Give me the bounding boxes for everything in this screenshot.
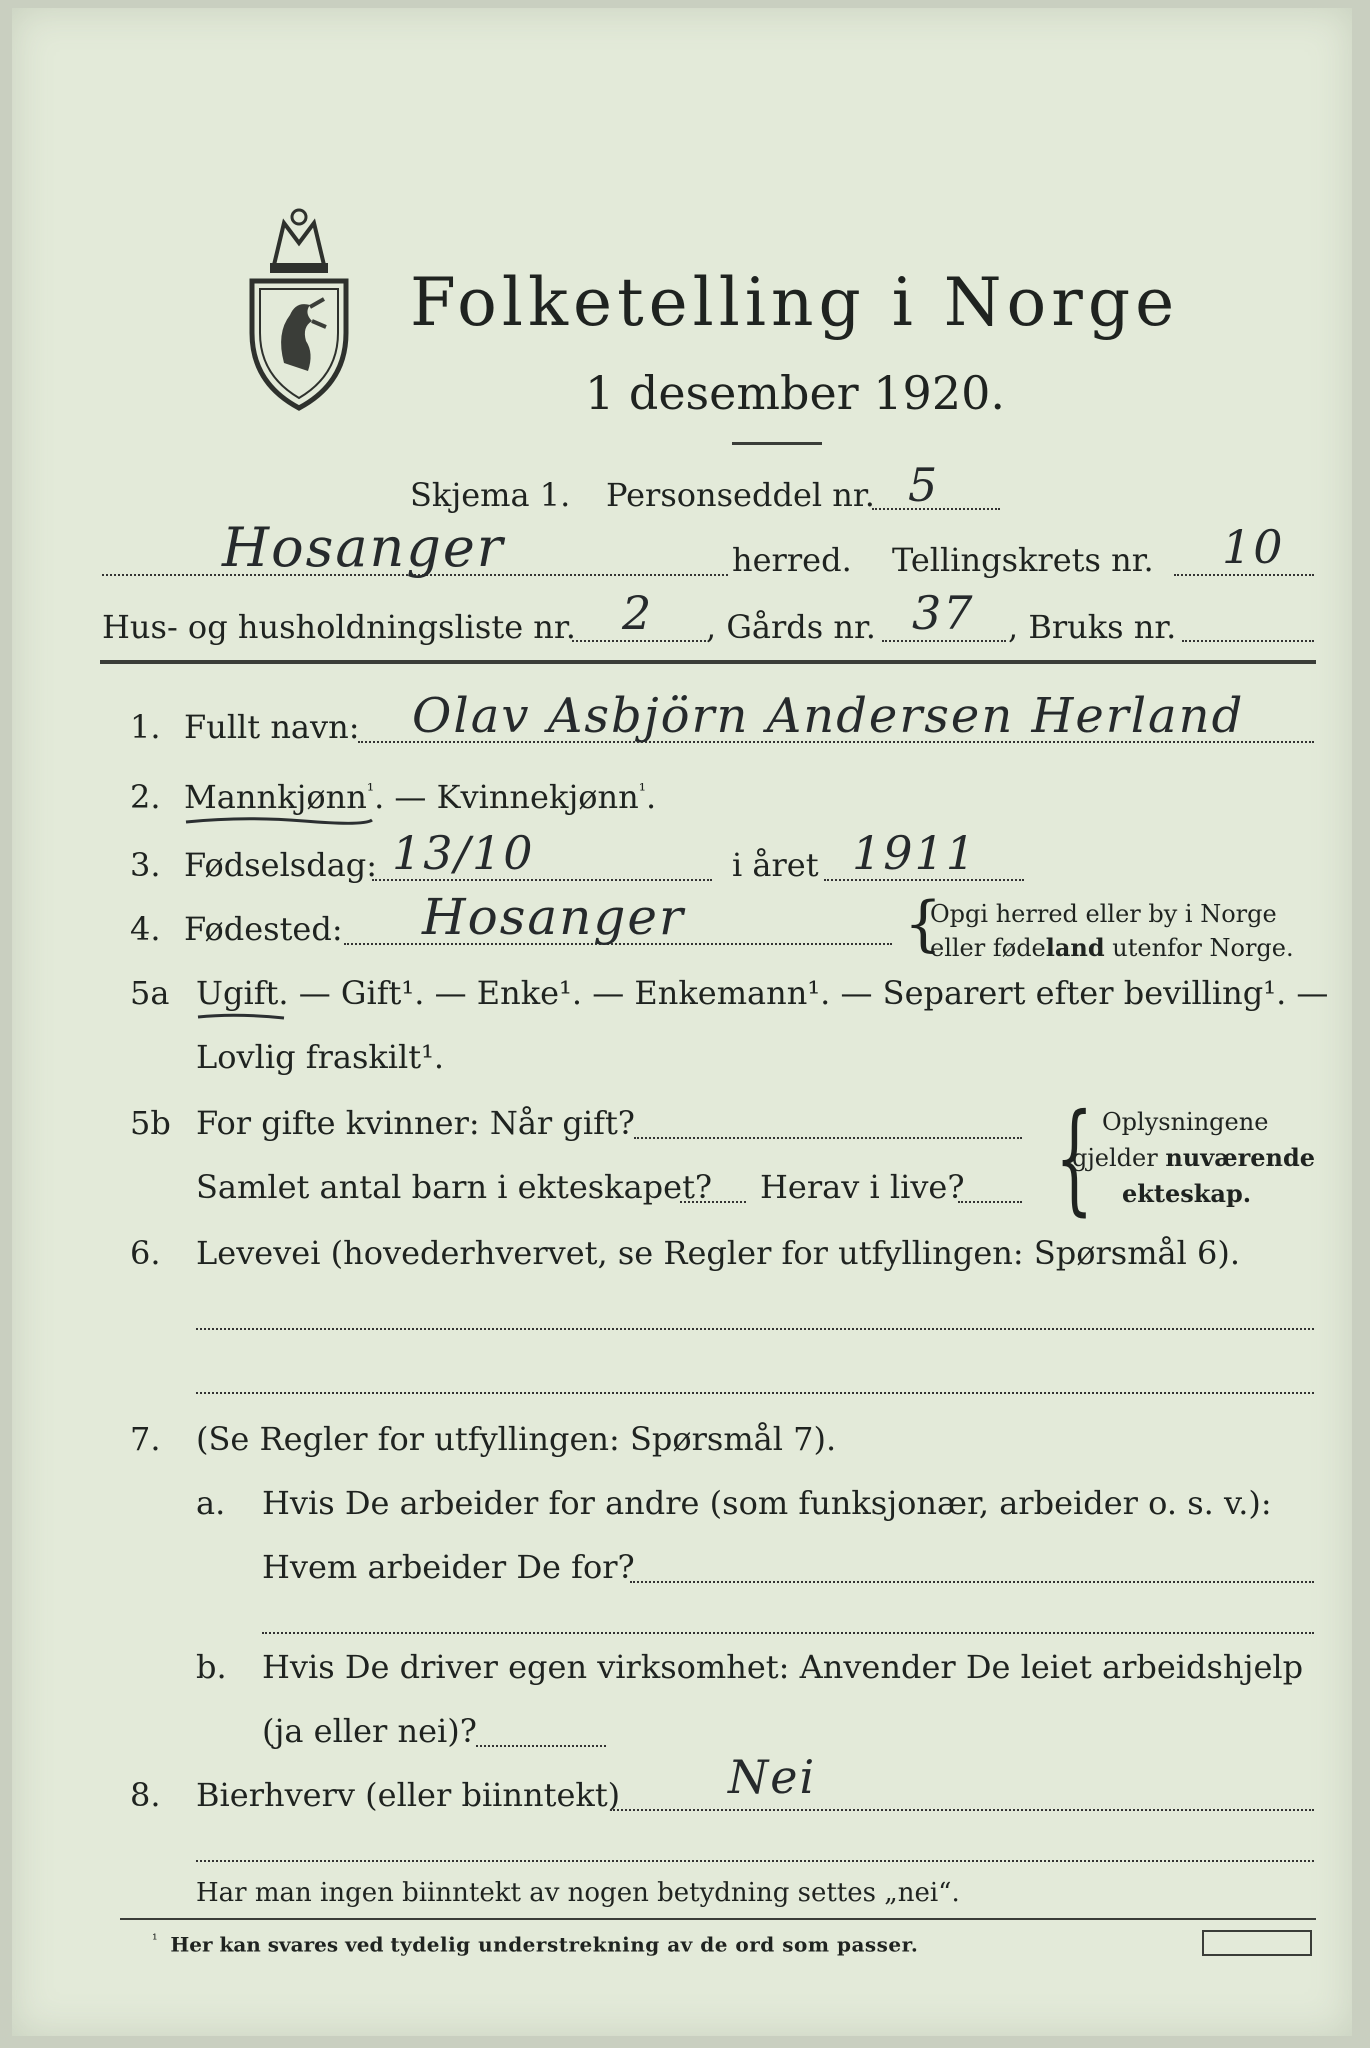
q2-number: 2. [130, 778, 161, 816]
q7-number: 7. [130, 1420, 161, 1458]
q2-options: Mannkjønn$^{^1}$. — Kvinnekjønn$^{^1}$. [184, 778, 657, 816]
q3-label: Fødselsdag: [184, 846, 378, 884]
female-option[interactable]: Kvinnekjønn [436, 778, 639, 816]
q6-line2 [196, 1392, 1314, 1394]
q4-note-line2: eller fødeland utenfor Norge. [930, 933, 1294, 962]
birth-year-value[interactable]: 1911 [852, 826, 978, 880]
q5a-number: 5a [130, 974, 170, 1012]
q7b-text: Hvis De driver egen virksomhet: Anvender De leiet arbeidshjelp [262, 1648, 1304, 1686]
printer-stamp [1202, 1930, 1312, 1956]
form-title: Folketelling i Norge [410, 264, 1180, 341]
q4-note-line1: Opgi herred eller by i Norge [930, 900, 1277, 928]
bierhverv-value[interactable]: Nei [728, 1750, 817, 1804]
gards-value[interactable]: 37 [912, 586, 975, 640]
birthplace-value[interactable]: Hosanger [422, 888, 685, 946]
tellingskrets-label: Tellingskrets nr. [892, 541, 1154, 579]
herred-value[interactable]: Hosanger [222, 516, 505, 579]
q7a-question: Hvem arbeider De for? [262, 1548, 635, 1586]
q5b-brace: { [1055, 1089, 1094, 1228]
q8-number: 8. [130, 1776, 161, 1814]
q5b-note3: ekteskap. [1122, 1179, 1252, 1208]
gards-line [882, 640, 1006, 642]
header-rule [100, 660, 1316, 664]
tellingskrets-line [1174, 574, 1314, 576]
q5b-married-label: For gifte kvinner: Når gift? [196, 1104, 635, 1142]
q3-number: 3. [130, 846, 161, 884]
husholdning-label: Hus- og husholdningsliste nr. [102, 608, 576, 646]
male-option[interactable]: Mannkjønn [184, 778, 367, 816]
coat-of-arms-icon [244, 203, 354, 413]
q4-label: Fødested: [184, 910, 343, 948]
married-when-line [634, 1137, 1022, 1139]
alive-count-line [958, 1201, 1022, 1203]
q4-brace: { [904, 889, 943, 959]
q7b-label: b. [196, 1648, 227, 1686]
title-divider [732, 442, 822, 445]
gards-label: , Gårds nr. [706, 608, 876, 646]
herred-label: herred. [732, 541, 852, 579]
ugift-option[interactable]: Ugift [196, 974, 279, 1012]
census-form-page [12, 8, 1352, 2036]
census-date: 1 desember 1920. [585, 366, 1005, 420]
q5b-alive-label: Herav i live? [760, 1168, 965, 1206]
personseddel-label: Personseddel nr. [606, 476, 875, 514]
q7b-line [476, 1745, 606, 1747]
q7a-line1 [630, 1581, 1314, 1583]
bruks-label: , Bruks nr. [1008, 608, 1177, 646]
q8-label: Bierhverv (eller biinntekt) [196, 1776, 621, 1814]
q5b-note2: gjelder nuværende [1072, 1143, 1316, 1172]
q7-text: (Se Regler for utfyllingen: Spørsmål 7). [196, 1420, 837, 1458]
bruks-line [1182, 640, 1314, 642]
q1-number: 1. [130, 708, 161, 746]
q8-line2 [196, 1860, 1314, 1862]
q7a-text: Hvis De arbeider for andre (som funksjonær, arbeider o. s. v.): [262, 1484, 1272, 1522]
q8-line1 [610, 1809, 1314, 1811]
lovlig-fraskilt-option[interactable]: Lovlig fraskilt¹. [196, 1038, 445, 1076]
children-count-line [680, 1201, 746, 1203]
tellingskrets-value[interactable]: 10 [1222, 520, 1285, 574]
nei-note: Har man ingen biinntekt av nogen betydning settes „nei“. [196, 1878, 960, 1908]
q7a-line2 [262, 1632, 1314, 1634]
q5b-note1: Oplysningene [1102, 1108, 1269, 1136]
male-underline [184, 814, 374, 826]
husholdning-value[interactable]: 2 [622, 586, 654, 640]
q5b-number: 5b [130, 1104, 171, 1142]
skjema-label: Skjema 1. [410, 476, 571, 514]
q7a-label: a. [196, 1484, 226, 1522]
personseddel-value[interactable]: 5 [908, 458, 940, 512]
q5b-children-label: Samlet antal barn i ekteskapet? [196, 1168, 713, 1206]
birthday-value[interactable]: 13/10 [392, 826, 535, 880]
ugift-underline [196, 1010, 286, 1022]
q6-line1 [196, 1328, 1314, 1330]
q1-label: Fullt navn: [184, 708, 360, 746]
q6-text: Levevei (hovederhvervet, se Regler for utfyllingen: Spørsmål 6). [196, 1234, 1241, 1272]
q6-number: 6. [130, 1234, 161, 1272]
year-label: i året [732, 846, 819, 884]
footnote: $^{^1}$ Her kan svares ved tydelig understrekning av de ord som passer. [152, 1932, 919, 1957]
q7b-question: (ja eller nei)? [262, 1712, 477, 1750]
q4-number: 4. [130, 910, 161, 948]
husholdning-line [572, 640, 706, 642]
footer-rule [120, 1918, 1316, 1920]
marital-options: Ugift. — Gift¹. — Enke¹. — Enkemann¹. — Separert efter bevilling¹. — [196, 974, 1329, 1012]
full-name-value[interactable]: Olav Asbjörn Andersen Herland [412, 688, 1245, 744]
